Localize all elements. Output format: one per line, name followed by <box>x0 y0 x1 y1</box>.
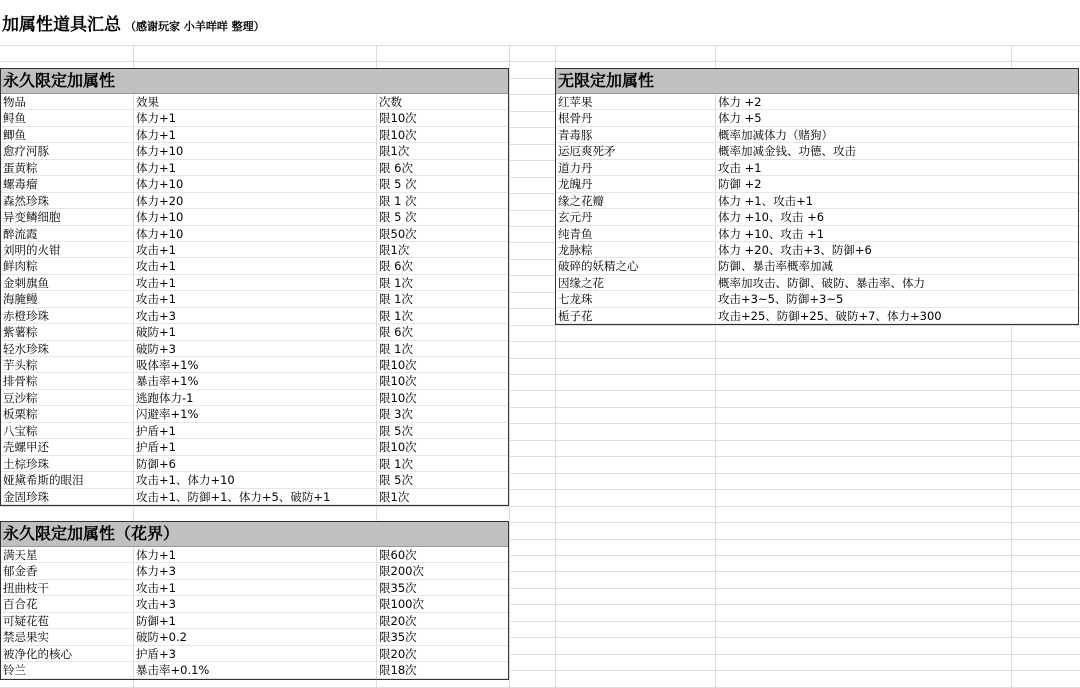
page-title-text: 加属性道具汇总 <box>2 15 121 35</box>
item-name-cell: 土棕珍珠 <box>1 456 134 471</box>
count-cell: 限1次 <box>379 242 410 257</box>
effect-cell: 攻击+1、体力+10 <box>134 472 377 487</box>
count-cell: 限 5 次 <box>379 210 417 225</box>
item-name-cell: 运厄爽死矛 <box>556 143 716 158</box>
count-cell: 限 6次 <box>379 160 413 175</box>
column-header-item: 物品 <box>1 94 134 109</box>
count-cell: 限10次 <box>379 374 417 389</box>
table-row <box>1 406 508 422</box>
effect-cell: 概率加减体力（赌狗） <box>718 127 833 142</box>
count-cell: 限50次 <box>379 226 417 241</box>
effect-cell: 攻击+1 <box>134 291 377 306</box>
item-name-cell: 青毒豚 <box>556 127 716 142</box>
unlimited-section-heading: 无限定加属性 <box>556 69 1078 94</box>
effect-cell: 破防+0.2 <box>134 629 377 644</box>
item-name-cell: 纯青鱼 <box>556 226 716 241</box>
item-name-cell: 扭曲枝干 <box>1 580 134 595</box>
effect-cell: 破防+1 <box>134 324 377 339</box>
item-name-cell: 醉流霞 <box>1 226 134 241</box>
table-row <box>1 596 508 612</box>
effect-cell: 吸体率+1% <box>134 357 377 372</box>
item-name-cell: 豆沙粽 <box>1 390 134 405</box>
effect-cell: 体力 +10、攻击 +6 <box>718 210 825 225</box>
column-header-effect: 效果 <box>134 94 377 109</box>
table-row <box>556 160 1078 176</box>
effect-cell: 防御、暴击率概率加减 <box>718 259 833 274</box>
count-cell: 限20次 <box>379 646 417 661</box>
item-name-cell: 根骨丹 <box>556 110 716 125</box>
item-name-cell: 栀子花 <box>556 308 716 323</box>
count-cell: 限35次 <box>379 630 417 645</box>
table-row <box>556 176 1078 192</box>
table-row <box>1 341 508 357</box>
table-row <box>556 193 1078 209</box>
gridline-horizontal <box>0 45 1080 46</box>
effect-cell: 暴击率+1% <box>134 373 377 388</box>
item-name-cell: 金固珍珠 <box>1 489 134 504</box>
count-cell: 限 6次 <box>379 325 413 340</box>
table-row <box>1 373 508 389</box>
count-cell: 限 1 次 <box>379 193 417 208</box>
table-row <box>556 275 1078 291</box>
effect-cell: 攻击+1 <box>134 258 377 273</box>
effect-cell: 概率加减金钱、功德、攻击 <box>718 144 856 159</box>
effect-cell: 体力 +2 <box>718 95 762 109</box>
effect-cell: 攻击+25、防御+25、破防+7、体力+300 <box>718 308 942 323</box>
effect-cell: 防御+6 <box>134 456 377 471</box>
effect-cell: 防御+1 <box>134 613 377 628</box>
table-row <box>1 308 508 324</box>
permanent-section <box>0 68 509 506</box>
count-cell: 限18次 <box>379 663 417 678</box>
item-name-cell: 森然珍珠 <box>1 193 134 208</box>
table-row <box>1 226 508 242</box>
table-row <box>556 308 1078 324</box>
effect-cell: 暴击率+0.1% <box>134 662 377 677</box>
item-name-cell: 愈疗河豚 <box>1 143 134 158</box>
effect-cell: 概率加攻击、防御、破防、暴击率、体力 <box>718 275 925 290</box>
item-name-cell: 螺毒瘤 <box>1 176 134 191</box>
gridline-vertical <box>509 45 510 687</box>
flower-section <box>0 521 509 680</box>
effect-cell: 体力+10 <box>134 143 377 158</box>
table-row <box>1 160 508 176</box>
item-name-cell: 紫薯粽 <box>1 324 134 339</box>
effect-cell: 体力+1 <box>134 547 377 562</box>
table-row <box>1 563 508 579</box>
table-row <box>1 258 508 274</box>
effect-cell: 体力 +5 <box>718 111 762 126</box>
item-name-cell: 鲟鱼 <box>1 110 134 125</box>
item-name-cell: 八宝粽 <box>1 423 134 438</box>
table-row <box>556 258 1078 274</box>
effect-cell: 护盾+3 <box>134 646 377 661</box>
count-cell: 限35次 <box>379 580 417 595</box>
count-cell: 限10次 <box>379 440 417 455</box>
item-name-cell: 鲜肉粽 <box>1 258 134 273</box>
effect-cell: 攻击+3 <box>134 308 377 323</box>
item-name-cell: 排骨粽 <box>1 373 134 388</box>
table-row <box>556 143 1078 159</box>
table-row <box>1 489 508 505</box>
effect-cell: 攻击+1 <box>134 275 377 290</box>
effect-cell: 攻击+3~5、防御+3~5 <box>718 292 844 307</box>
count-cell: 限10次 <box>379 127 417 142</box>
count-cell: 限 6次 <box>379 259 413 274</box>
item-name-cell: 壳螺甲还 <box>1 439 134 454</box>
effect-cell: 攻击+3 <box>134 596 377 611</box>
item-name-cell: 异变鳞细胞 <box>1 209 134 224</box>
item-name-cell: 满天星 <box>1 547 134 562</box>
effect-cell: 攻击+1 <box>134 242 377 257</box>
table-row <box>1 439 508 455</box>
effect-cell: 逃跑体力-1 <box>134 390 377 405</box>
item-name-cell: 郁金香 <box>1 563 134 578</box>
table-row <box>1 390 508 406</box>
column-header-count: 次数 <box>379 95 402 109</box>
count-cell: 限 1次 <box>379 275 413 290</box>
effect-cell: 攻击+1、防御+1、体力+5、破防+1 <box>134 489 377 504</box>
effect-cell: 体力+1 <box>134 127 377 142</box>
item-name-cell: 龙魄丹 <box>556 176 716 191</box>
item-name-cell: 刘明的火钳 <box>1 242 134 257</box>
count-cell: 限20次 <box>379 613 417 628</box>
count-cell: 限1次 <box>379 489 410 504</box>
item-name-cell: 禁忌果实 <box>1 629 134 644</box>
effect-cell: 体力 +10、攻击 +1 <box>718 226 825 241</box>
count-cell: 限10次 <box>379 390 417 405</box>
item-name-cell: 娅黛希斯的眼泪 <box>1 472 134 487</box>
table-row <box>1 242 508 258</box>
table-row <box>1 629 508 645</box>
effect-cell: 破防+3 <box>134 341 377 356</box>
unlimited-section <box>555 68 1079 325</box>
effect-cell: 攻击 +1 <box>718 160 762 175</box>
count-cell: 限60次 <box>379 548 417 562</box>
item-name-cell: 玄元丹 <box>556 209 716 224</box>
count-cell: 限 1次 <box>379 292 413 307</box>
item-name-cell: 赤橙珍珠 <box>1 308 134 323</box>
table-row <box>1 547 508 563</box>
effect-cell: 体力+10 <box>134 226 377 241</box>
table-row <box>556 110 1078 126</box>
effect-cell: 攻击+1 <box>134 580 377 595</box>
item-name-cell: 被净化的核心 <box>1 646 134 661</box>
effect-cell: 护盾+1 <box>134 439 377 454</box>
table-row <box>1 291 508 307</box>
page-title <box>2 10 265 35</box>
effect-cell: 体力+3 <box>134 563 377 578</box>
count-cell: 限 1次 <box>379 341 413 356</box>
table-row <box>1 127 508 143</box>
permanent-header-row <box>1 94 508 110</box>
item-name-cell: 轻水珍珠 <box>1 341 134 356</box>
permanent-section-heading: 永久限定加属性 <box>1 69 508 94</box>
effect-cell: 护盾+1 <box>134 423 377 438</box>
count-cell: 限100次 <box>379 597 424 612</box>
table-row <box>1 423 508 439</box>
flower-section-heading: 永久限定加属性（花界） <box>1 522 508 547</box>
item-name-cell: 鲫鱼 <box>1 127 134 142</box>
effect-cell: 体力+20 <box>134 193 377 208</box>
table-row <box>556 226 1078 242</box>
count-cell: 限10次 <box>379 111 417 126</box>
table-row <box>1 580 508 596</box>
table-row <box>1 176 508 192</box>
gridline-horizontal <box>0 61 1080 62</box>
count-cell: 限 5 次 <box>379 177 417 192</box>
table-row <box>1 456 508 472</box>
effect-cell: 体力+10 <box>134 209 377 224</box>
table-row <box>556 242 1078 258</box>
table-row <box>1 646 508 662</box>
table-row <box>1 472 508 488</box>
effect-cell: 防御 +2 <box>718 177 762 192</box>
count-cell: 限 1次 <box>379 308 413 323</box>
count-cell: 限1次 <box>379 144 410 159</box>
item-name-cell: 道力丹 <box>556 160 716 175</box>
item-name-cell: 可疑花苞 <box>1 613 134 628</box>
effect-cell: 体力+10 <box>134 176 377 191</box>
item-name-cell: 海腌鳗 <box>1 291 134 306</box>
table-row <box>556 209 1078 225</box>
table-row <box>1 613 508 629</box>
table-row <box>1 209 508 225</box>
item-name-cell: 芋头粽 <box>1 357 134 372</box>
item-name-cell: 板栗粽 <box>1 406 134 421</box>
item-name-cell: 蛋黄粽 <box>1 160 134 175</box>
count-cell: 限 3次 <box>379 407 413 422</box>
count-cell: 限 5次 <box>379 473 413 488</box>
item-name-cell: 铃兰 <box>1 662 134 677</box>
item-name-cell: 红苹果 <box>556 94 716 109</box>
table-row <box>1 357 508 373</box>
table-row <box>1 143 508 159</box>
count-cell: 限 1次 <box>379 456 413 471</box>
item-name-cell: 百合花 <box>1 596 134 611</box>
table-row <box>1 324 508 340</box>
count-cell: 限 5次 <box>379 423 413 438</box>
item-name-cell: 七龙珠 <box>556 291 716 306</box>
table-row <box>556 127 1078 143</box>
table-row <box>556 291 1078 307</box>
item-name-cell: 破碎的妖精之心 <box>556 258 716 273</box>
effect-cell: 闪避率+1% <box>134 406 377 421</box>
effect-cell: 体力+1 <box>134 110 377 125</box>
item-name-cell: 龙脉粽 <box>556 242 716 257</box>
table-row <box>1 275 508 291</box>
item-name-cell: 缘之花瓣 <box>556 193 716 208</box>
page-subtitle: （感谢玩家 小羊咩咩 整理） <box>125 20 265 33</box>
item-name-cell: 因缘之花 <box>556 275 716 290</box>
effect-cell: 体力 +1、攻击+1 <box>718 193 814 208</box>
count-cell: 限200次 <box>379 564 424 579</box>
table-row <box>556 94 1078 110</box>
count-cell: 限10次 <box>379 358 417 372</box>
effect-cell: 体力 +20、攻击+3、防御+6 <box>718 242 872 257</box>
table-row <box>1 193 508 209</box>
table-row <box>1 662 508 678</box>
item-name-cell: 金刺旗鱼 <box>1 275 134 290</box>
effect-cell: 体力+1 <box>134 160 377 175</box>
table-row <box>1 110 508 126</box>
